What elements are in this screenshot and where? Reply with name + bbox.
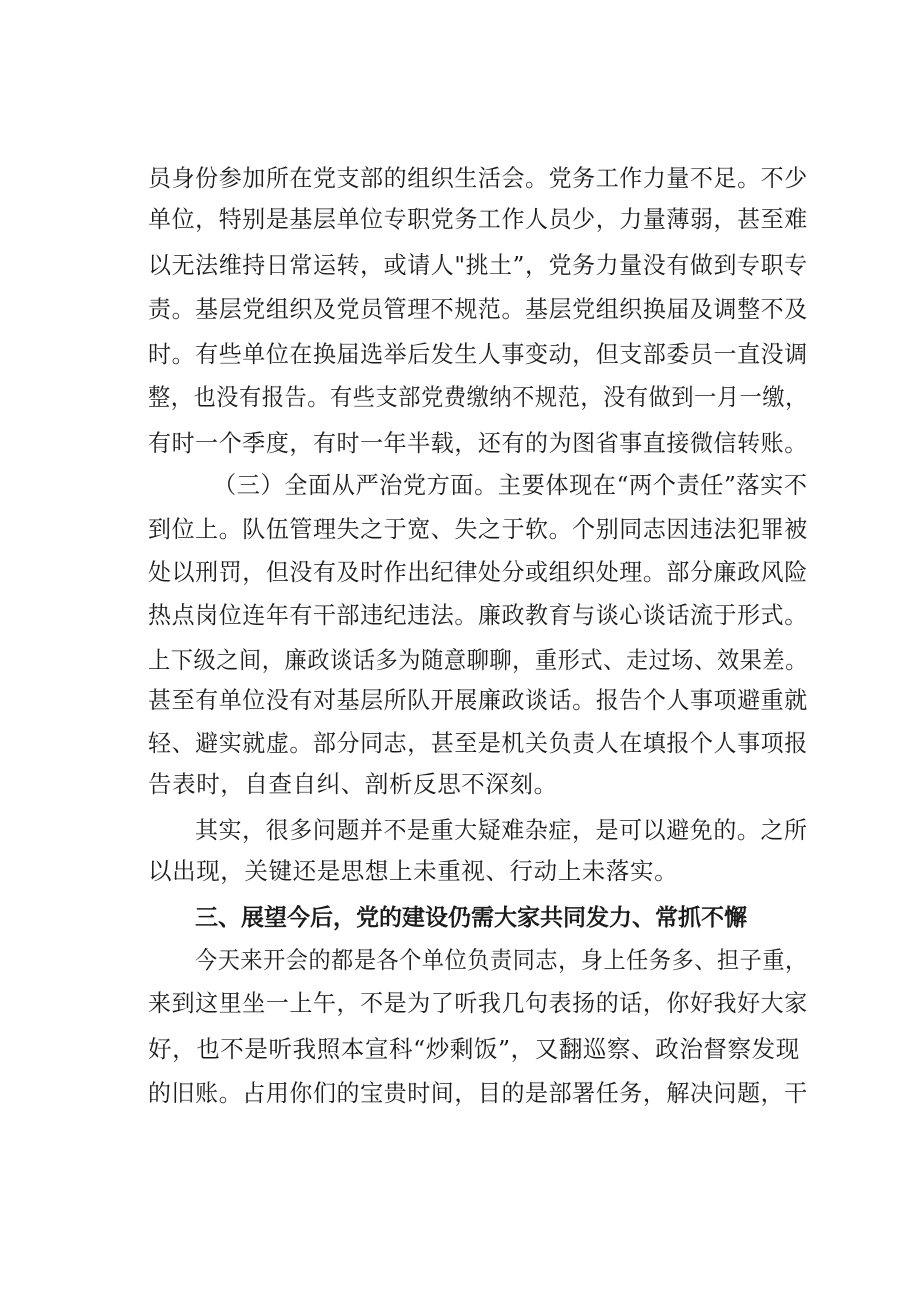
body-line: 今天来开会的都是各个单位负责同志，身上任务多、担子重，	[195, 946, 808, 974]
body-line: 责。基层党组织及党员管理不规范。基层党组织换届及调整不及	[148, 295, 808, 323]
body-line: 轻、避实就虚。部分同志，甚至是机关负责人在填报个人事项报	[148, 729, 808, 757]
body-line: 的旧账。占用你们的宝贵时间，目的是部署任务，解决问题，干	[148, 1079, 808, 1107]
body-line: 员身份参加所在党支部的组织生活会。党务工作力量不足。不少	[148, 164, 808, 192]
body-line: 到位上。队伍管理失之于宽、失之于软。个别同志因违法犯罪被	[148, 515, 808, 543]
body-line: 单位，特别是基层单位专职党务工作人员少，力量薄弱，甚至难	[148, 205, 808, 233]
body-line: 甚至有单位没有对基层所队开展廉政谈话。报告个人事项避重就	[148, 686, 808, 714]
body-line: 整，也没有报告。有些支部党费缴纳不规范，没有做到一月一缴，	[148, 383, 808, 411]
body-line: 以出现，关键还是思想上未重视、行动上未落实。	[148, 857, 679, 885]
body-line: 处以刑罚，但没有及时作出纪律处分或组织处理。部分廉政风险	[148, 558, 808, 586]
body-line: 有时一个季度，有时一年半载，还有的为图省事直接微信转账。	[148, 429, 808, 457]
body-line: 热点岗位连年有干部违纪违法。廉政教育与谈心谈话流于形式。	[148, 601, 808, 629]
body-line: 其实，很多问题并不是重大疑难杂症，是可以避免的。之所	[195, 816, 808, 844]
body-line: 来到这里坐一上午，不是为了听我几句表扬的话，你好我好大家	[148, 989, 808, 1017]
body-line: 告表时，自查自纠、剖析反思不深刻。	[148, 770, 558, 798]
body-line: 好，也不是听我照本宣科“炒剩饭”，又翻巡察、政治督察发现	[148, 1035, 800, 1063]
body-line: 上下级之间，廉政谈话多为随意聊聊，重形式、走过场、效果差。	[148, 646, 808, 674]
body-line: 以无法维持日常运转，或请人"挑土”，党务力量没有做到专职专	[148, 251, 808, 279]
body-line: 时。有些单位在换届选举后发生人事变动，但支部委员一直没调	[148, 340, 808, 368]
section-heading: 三、展望今后，党的建设仍需大家共同发力、常抓不懈	[195, 905, 747, 931]
section-heading-line: （三）全面从严治党方面。主要体现在“两个责任”落实不	[213, 471, 808, 499]
